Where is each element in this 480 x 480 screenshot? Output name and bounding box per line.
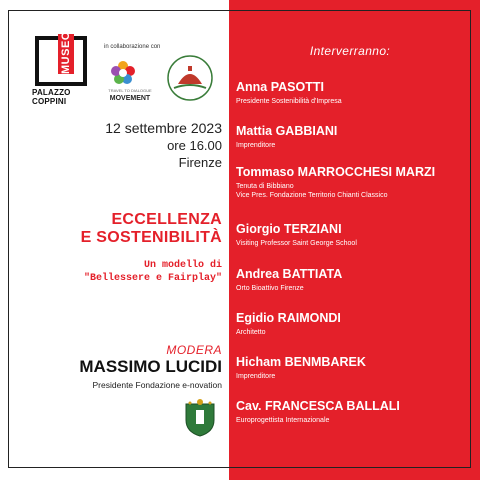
partner-caption: TRAVEL TO DIALOGUE	[108, 88, 152, 93]
event-date: 12 settembre 2023	[105, 120, 222, 136]
speaker-item	[236, 311, 472, 337]
moderator-name: MASSIMO LUCIDI	[79, 357, 222, 376]
speaker-name: Anna PASOTTI	[236, 80, 324, 94]
partner-dome-seal-icon	[166, 54, 214, 102]
speaker-role-secondary: Vice Pres. Fondazione Territorio Chianti Classico	[236, 192, 388, 199]
museum-logo-text: MUSEO	[60, 31, 72, 74]
speaker-item	[236, 267, 472, 293]
event-title-line1: ECCELLENZA	[111, 211, 222, 228]
event-title-line2: E SOSTENIBILITÀ	[80, 229, 222, 246]
speaker-item	[236, 124, 472, 150]
event-subtitle-line1: Un modello di	[143, 260, 222, 271]
event-time: ore 16.00	[167, 138, 222, 153]
speaker-item	[236, 222, 472, 248]
partner-name: MOVEMENT	[109, 95, 151, 102]
collaboration-label: in collaborazione con	[104, 44, 161, 50]
speaker-name: Hicham BENMBAREK	[236, 355, 366, 369]
speaker-name: Cav. FRANCESCA BALLALI	[236, 399, 400, 413]
speaker-role: Tenuta di Bibbiano	[236, 183, 294, 190]
speaker-role: Visiting Professor Saint George School	[236, 240, 357, 247]
speaker-item	[236, 399, 472, 425]
speaker-item	[236, 165, 472, 200]
event-city: Firenze	[178, 155, 222, 170]
speaker-item	[236, 355, 472, 381]
speaker-name: Egidio RAIMONDI	[236, 311, 341, 325]
event-subtitle-line2: "Bellessere e Fairplay"	[83, 273, 222, 284]
speaker-name: Mattia GABBIANI	[236, 124, 338, 138]
speaker-name: Andrea BATTIATA	[236, 267, 343, 281]
speaker-role: Architetto	[236, 329, 266, 336]
speaker-name: Giorgio TERZIANI	[236, 222, 342, 236]
speaker-role: Imprenditore	[236, 373, 276, 380]
speaker-role: Imprenditore	[236, 142, 276, 149]
museum-logo-subtitle: PALAZZO COPPINI	[32, 88, 71, 106]
speaker-role: Presidente Sostenibilità d'Impresa	[236, 98, 342, 105]
speaker-role: Orto Bioattivo Firenze	[236, 285, 304, 292]
moderator-role: Presidente Fondazione e-novation	[92, 380, 222, 390]
moderator-label: MODERA	[166, 343, 222, 357]
municipal-seal-icon	[182, 398, 218, 438]
speaker-item	[236, 80, 472, 106]
speakers-heading: Interverranno:	[309, 44, 391, 58]
speaker-role: Europrogettista Internazionale	[236, 417, 330, 424]
partner-flower-logo-icon	[108, 58, 138, 88]
speaker-name: Tommaso MARROCCHESI MARZI	[236, 165, 436, 179]
